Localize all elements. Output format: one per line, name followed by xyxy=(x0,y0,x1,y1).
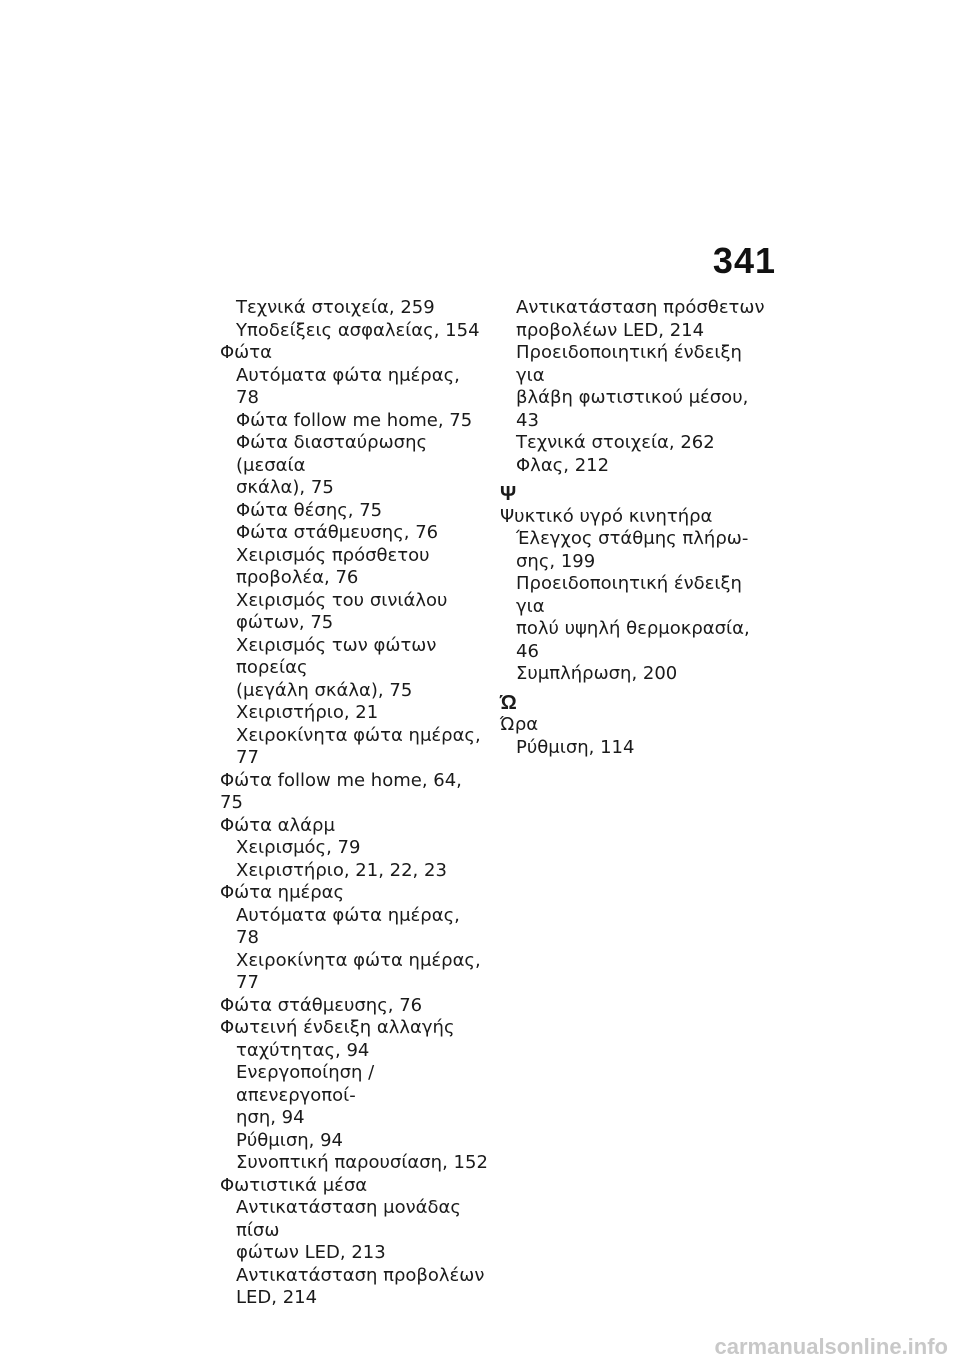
index-subentry: Αυτόματα φώτα ημέρας, 78 xyxy=(236,364,460,408)
index-subentry: Προειδοποιητική ένδειξη για xyxy=(516,573,742,617)
index-entry-continuation: (μεγάλη σκάλα), 75 xyxy=(236,679,413,701)
index-subentry: Χειροκίνητα φώτα ημέρας, 77 xyxy=(236,724,481,768)
index-entry-continuation: προβολέα, 76 xyxy=(236,567,359,588)
index-subentry: Χειρισμός, 79 xyxy=(236,837,361,858)
index-subentry: Αυτόματα φώτα ημέρας, 78 xyxy=(236,904,460,948)
index-entry: Φωτιστικά μέσα xyxy=(220,1174,368,1196)
index-entry: Φώτα στάθμευσης, 76 xyxy=(220,994,423,1016)
index-entry-continuation: βλάβη φωτιστικού μέσου, 43 xyxy=(516,387,749,431)
page-number: 341 xyxy=(712,240,776,281)
index-subentry: Φώτα follow me home, 75 xyxy=(236,409,473,431)
index-entry: Φώτα ημέρας xyxy=(220,882,345,903)
index-subentry: Χειρισμός του σινιάλου xyxy=(236,589,448,611)
index-entry: Φωτεινή ένδειξη αλλαγής xyxy=(220,1017,455,1038)
index-subentry: Ρύθμιση, 114 xyxy=(516,736,635,758)
index-entry-continuation: φώτων LED, 213 xyxy=(236,1242,386,1263)
index-subentry: Αντικατάσταση μονάδας πίσω xyxy=(236,1197,461,1241)
index-entry: Φώτα xyxy=(220,342,272,363)
index-entry-continuation: Υποδείξεις ασφαλείας, 154 xyxy=(236,319,480,341)
index-subentry: Χειρισμός πρόσθετου xyxy=(236,544,430,566)
section-letter: Ψ xyxy=(500,483,517,505)
index-subentry: Συνοπτική παρουσίαση, 152 xyxy=(236,1152,488,1173)
index-entry-continuation: πολύ υψηλή θερμοκρασία, 46 xyxy=(516,618,750,662)
index-entry: Φώτα follow me home, 64, 75 xyxy=(220,769,462,813)
index-subentry: Χειρισμός των φώτων πορείας xyxy=(236,634,437,678)
index-subentry: Χειροκίνητα φώτα ημέρας, 77 xyxy=(236,949,481,993)
index-entry-continuation: Προειδοποιητική ένδειξη για xyxy=(516,342,742,386)
index-entry-continuation: Τεχνικά στοιχεία, 262 xyxy=(516,432,715,453)
index-column-left xyxy=(220,297,488,1310)
index-subentry: Φώτα στάθμευσης, 76 xyxy=(236,522,439,543)
index-entry-continuation: σης, 199 xyxy=(516,550,596,572)
index-subentry: Φώτα θέσης, 75 xyxy=(236,499,383,521)
index-entry-continuation: σκάλα), 75 xyxy=(236,477,334,498)
index-subentry: Αντικατάσταση προβολέων xyxy=(236,1264,485,1286)
index-subentry: Ρύθμιση, 94 xyxy=(236,1129,343,1151)
index-column-right xyxy=(500,297,768,759)
index-subentry: Ενεργοποίηση / απενεργοποί- xyxy=(236,1062,375,1106)
index-entry-continuation: ηση, 94 xyxy=(236,1107,305,1128)
index-entry: Ψυκτικό υγρό κινητήρα xyxy=(500,505,713,527)
section-letter: Ώ xyxy=(500,691,517,714)
index-entry-continuation: Αντικατάσταση πρόσθετων xyxy=(516,297,765,318)
index-subentry: Χειριστήριο, 21 xyxy=(236,702,379,723)
index-subentry: Φώτα διασταύρωσης (μεσαία xyxy=(236,432,428,476)
index-subentry: Έλεγχος στάθμης πλήρω- xyxy=(516,528,749,549)
index-entry-continuation: Φλας, 212 xyxy=(516,454,610,476)
index-entry-continuation: Τεχνικά στοιχεία, 259 xyxy=(236,297,435,318)
index-subentry: Συμπλήρωση, 200 xyxy=(516,663,678,684)
index-entry-continuation: ταχύτητας, 94 xyxy=(236,1039,370,1061)
index-subentry: Χειριστήριο, 21, 22, 23 xyxy=(236,859,447,881)
index-entry-continuation: LED, 214 xyxy=(236,1287,318,1308)
index-entry-continuation: φώτων, 75 xyxy=(236,612,334,633)
index-entry: Φώτα αλάρμ xyxy=(220,814,335,836)
index-entry: Ώρα xyxy=(500,714,539,735)
watermark: carmanualsonline.info xyxy=(714,1334,948,1359)
index-entry-continuation: προβολέων LED, 214 xyxy=(516,319,705,341)
